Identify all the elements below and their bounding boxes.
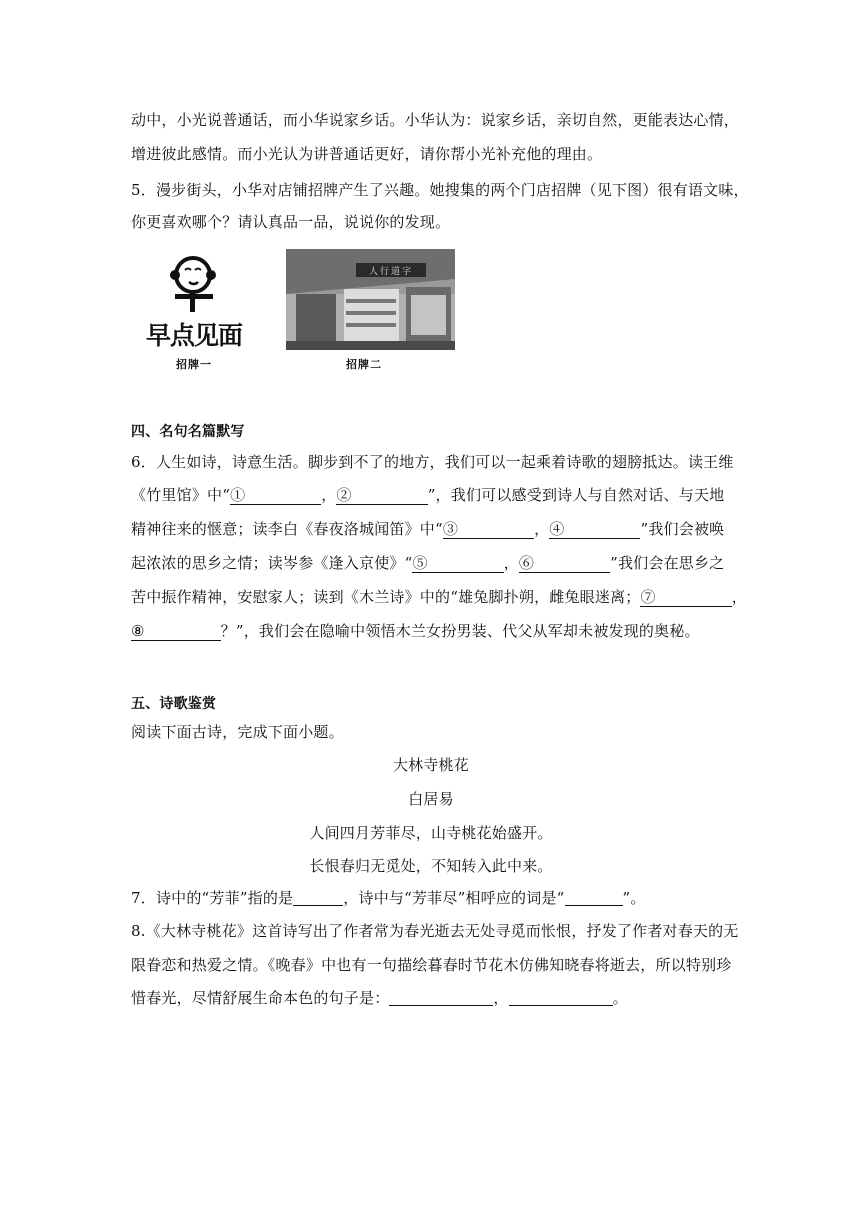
q7-blank-1[interactable] bbox=[293, 890, 343, 906]
section-five-intro: 阅读下面古诗，完成下面小题。 bbox=[131, 723, 344, 741]
q4-text-line-2: 增进彼此感情。而小光认为讲普通话更好，请你帮小光补充他的理由。 bbox=[131, 145, 603, 163]
poem-line-2: 长恨春归无觅处，不知转入此中来。 bbox=[309, 857, 553, 875]
q8-line-2: 限眷恋和热爱之情。《晚春》中也有一句描绘暮春时节花木仿佛知晓春将逝去，所以特别珍 bbox=[131, 956, 732, 974]
sign-one-caption: 招牌一 bbox=[176, 358, 212, 371]
q6-line-5: 苦中振作精神，安慰家人；读到《木兰诗》中的“雄兔脚扑朔，雌兔眼迷离；⑦ ， bbox=[131, 588, 747, 606]
poem-author: 白居易 bbox=[408, 790, 454, 808]
poem-title: 大林寺桃花 bbox=[392, 756, 469, 774]
q8-line-1: 8.《大林寺桃花》这首诗写出了作者常为春光逝去无处寻觅而怅恨，抒发了作者对春天的无 bbox=[131, 922, 739, 940]
q4-text-line-1: 动中，小光说普通话，而小华说家乡话。小华认为：说家乡话，亲切自然，更能表达心情， bbox=[131, 111, 740, 129]
q6-line-3: 精神往来的惬意；读李白《春夜洛城闻笛》中“③ ，④ ”我们会被唤 bbox=[131, 520, 725, 538]
q7-line: 7．诗中的“芳菲”指的是 ，诗中与“芳菲尽”相呼应的词是“ ”。 bbox=[131, 889, 646, 907]
storefront-sign-text: 人行道字 bbox=[368, 267, 413, 277]
q6-line-4: 起浓浓的思乡之情；读岑参《逢入京使》“⑤ ，⑥ ”我们会在思乡之 bbox=[131, 554, 725, 572]
sign-one-image bbox=[131, 250, 257, 368]
q7-blank-2[interactable] bbox=[565, 890, 623, 906]
q8-line-3: 惜春光，尽情舒展生命本色的句子是： ， 。 bbox=[131, 989, 628, 1007]
blank-6[interactable]: ⑥ bbox=[519, 554, 610, 573]
q5-text-line-1: 5．漫步街头，小华对店铺招牌产生了兴趣。她搜集的两个门店招牌（见下图）很有语文味， bbox=[131, 181, 749, 199]
blank-3[interactable]: ③ bbox=[443, 520, 534, 539]
sign-two-photo bbox=[286, 249, 455, 350]
blank-5[interactable]: ⑤ bbox=[412, 554, 503, 573]
poem-line-1: 人间四月芳菲尽，山寺桃花始盛开。 bbox=[309, 824, 553, 842]
sign-two-caption: 招牌二 bbox=[346, 358, 382, 371]
blank-1[interactable]: ① bbox=[230, 486, 321, 505]
q6-line-1: 6．人生如诗，诗意生活。脚步到不了的地方，我们可以一起乘着诗歌的翅膀抵达。读王维 bbox=[131, 453, 734, 471]
blank-8[interactable]: ⑧ bbox=[131, 622, 221, 641]
section-four-title: 四、名句名篇默写 bbox=[131, 424, 245, 440]
q5-text-line-2: 你更喜欢哪个？请认真品一品，说说你的发现。 bbox=[131, 213, 451, 231]
q6-line-2: 《竹里馆》中“① ，② ”，我们可以感受到诗人与自然对话、与天地 bbox=[131, 486, 725, 504]
blank-4[interactable]: ④ bbox=[549, 520, 640, 539]
blank-2[interactable]: ② bbox=[336, 486, 427, 505]
blank-7[interactable]: ⑦ bbox=[640, 588, 731, 607]
q8-blank-1[interactable] bbox=[389, 990, 493, 1006]
sign-one-text: 早点见面 bbox=[145, 321, 242, 350]
section-five-title: 五、诗歌鉴赏 bbox=[131, 696, 217, 712]
q6-line-6: ⑧ ？”，我们会在隐喻中领悟木兰女扮男装、代父从军却未被发现的奥秘。 bbox=[131, 622, 700, 640]
q8-blank-2[interactable] bbox=[509, 990, 613, 1006]
